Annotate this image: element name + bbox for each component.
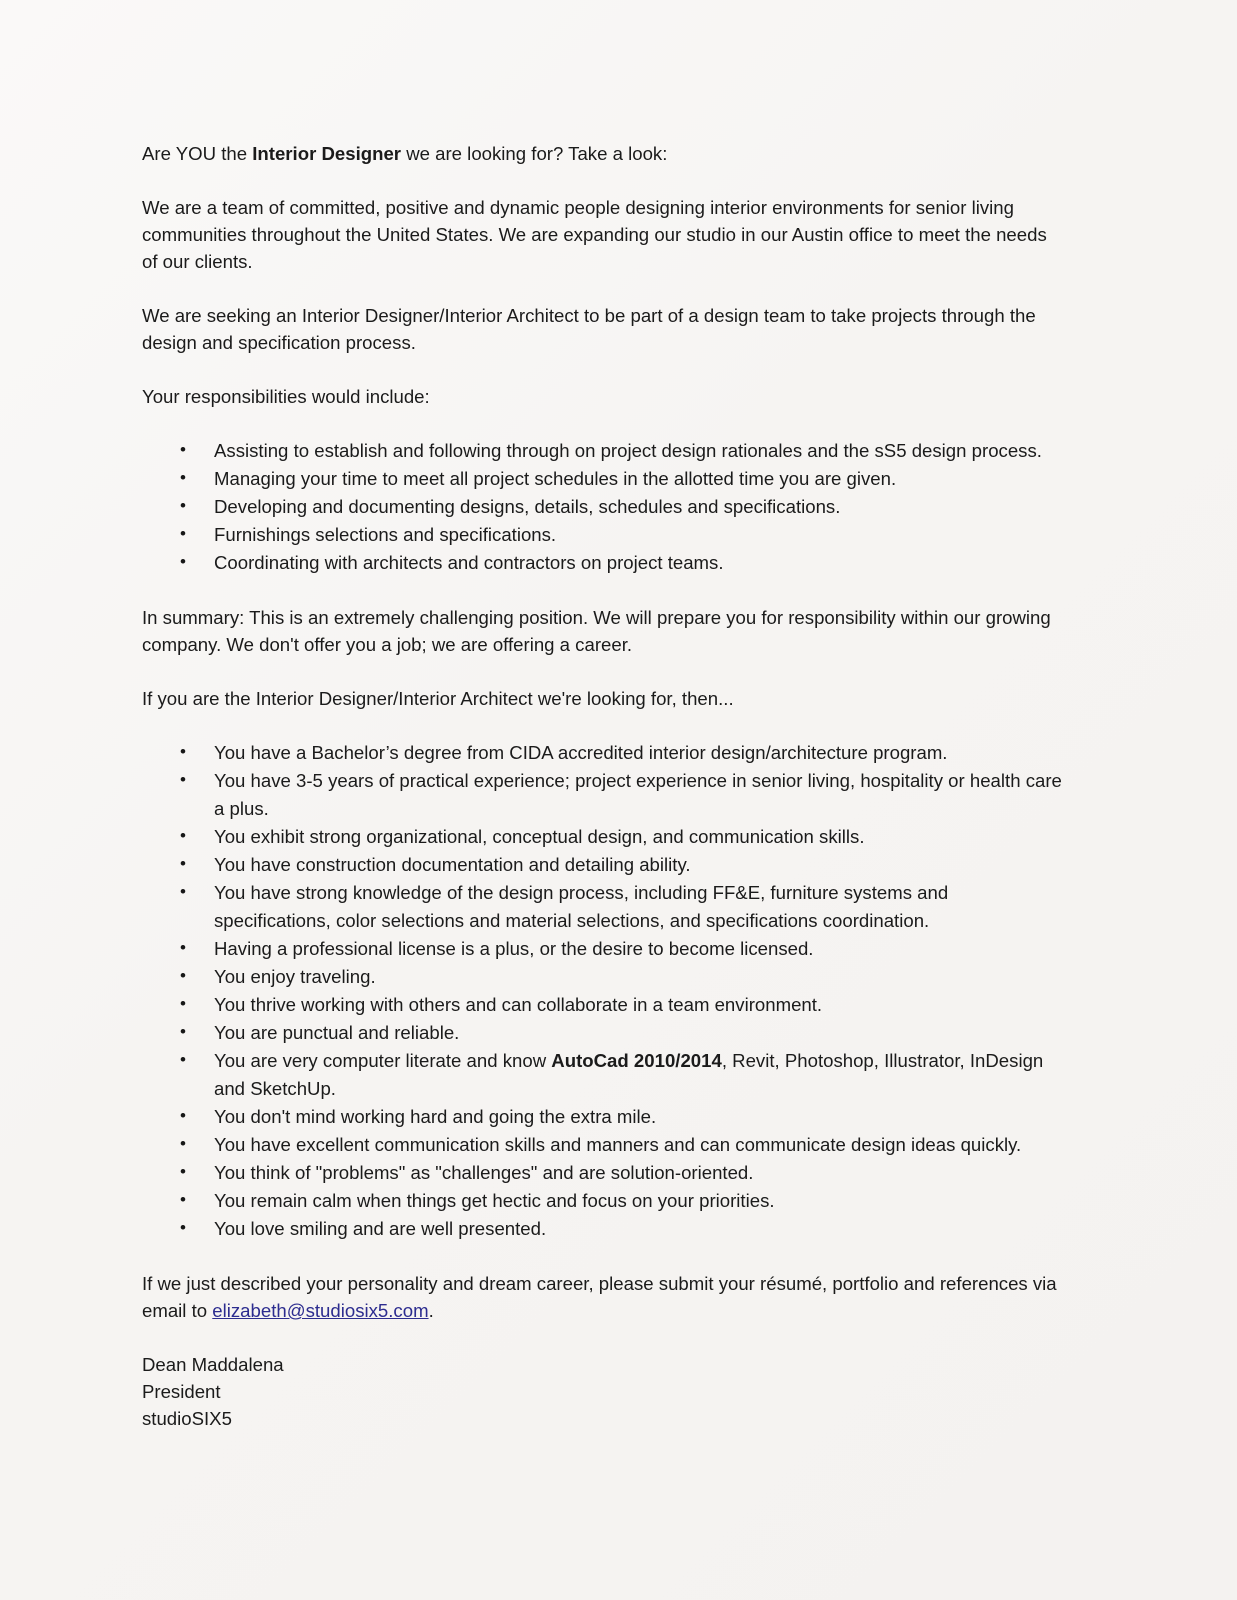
intro-text-before: Are YOU the (142, 143, 253, 164)
intro-paragraph (142, 140, 1067, 167)
list-item: • Managing your time to meet all project schedules in the allotted time you are given. (142, 465, 1067, 493)
summary-paragraph: In summary: This is an extremely challenging position. We will prepare you for responsibility within our growing company. We don't offer you a job; we are offering a career. (142, 607, 1051, 655)
list-item: • You have 3-5 years of practical experience; project experience in senior living, hospitality or health care a plus. (142, 767, 1067, 823)
email-link[interactable]: elizabeth@studiosix5.com (212, 1300, 429, 1321)
intro-job-title: Interior Designer (252, 143, 402, 164)
about-team-paragraph: We are a team of committed, positive and dynamic people designing interior environments for senior living communities throughout the United States. We are expanding our studio in our Austin office to meet the needs of our clients. (142, 197, 1047, 272)
list-item: • You have excellent communication skills and manners and can communicate design ideas quickly. (142, 1131, 1067, 1159)
list-item-autocad (142, 1047, 1067, 1103)
list-item: • Assisting to establish and following through on project design rationales and the sS5 design process. (142, 437, 1067, 465)
seeking-paragraph: We are seeking an Interior Designer/Interior Architect to be part of a design team to take projects through the design and specification process. (142, 305, 1036, 353)
closing-paragraph (142, 1270, 1067, 1324)
list-item: • You are punctual and reliable. (142, 1019, 1067, 1047)
autocad-software-version: AutoCad 2010/2014 (551, 1050, 722, 1071)
signature-block (142, 1351, 1087, 1432)
list-item: • You love smiling and are well presented. (142, 1215, 1067, 1243)
list-item: • You have construction documentation and detailing ability. (142, 851, 1067, 879)
intro-text-after: we are looking for? Take a look: (401, 143, 668, 164)
list-item: • Developing and documenting designs, details, schedules and specifications. (142, 493, 1067, 521)
list-item: • Furnishings selections and specifications. (142, 521, 1067, 549)
autocad-text-before: You are very computer literate and know (214, 1050, 552, 1071)
signature-title: President (142, 1381, 221, 1402)
list-item: • You enjoy traveling. (142, 963, 1067, 991)
list-item: • You have strong knowledge of the design process, including FF&E, furniture systems and specifications, color selections and material selections, and specifications coordination. (142, 879, 1067, 935)
signature-name: Dean Maddalena (142, 1354, 284, 1375)
closing-text-before: If we just described your personality and dream career, please submit your résumé, portfolio and references via email to (142, 1273, 1057, 1321)
signature-company: studioSIX5 (142, 1408, 232, 1429)
list-item: • You think of "problems" as "challenges" and are solution-oriented. (142, 1159, 1067, 1187)
list-item: • You have a Bachelor’s degree from CIDA accredited interior design/architecture program. (142, 739, 1067, 767)
qualifications-heading: If you are the Interior Designer/Interior Architect we're looking for, then... (142, 688, 734, 709)
responsibilities-heading: Your responsibilities would include: (142, 386, 430, 407)
list-item: • You thrive working with others and can collaborate in a team environment. (142, 991, 1067, 1019)
list-item: • You remain calm when things get hectic and focus on your priorities. (142, 1187, 1067, 1215)
list-item: • You exhibit strong organizational, conceptual design, and communication skills. (142, 823, 1067, 851)
list-item: • Coordinating with architects and contractors on project teams. (142, 549, 1067, 577)
qualifications-list (142, 739, 1067, 1243)
document-body (142, 140, 1087, 1432)
autocad-text-after: , Revit, Photoshop, Illustrator, InDesign and SketchUp. (214, 1050, 1044, 1099)
list-item: • Having a professional license is a plus, or the desire to become licensed. (142, 935, 1067, 963)
responsibilities-list (142, 437, 1067, 577)
list-item: • You don't mind working hard and going the extra mile. (142, 1103, 1067, 1131)
closing-text-after: . (428, 1300, 434, 1321)
